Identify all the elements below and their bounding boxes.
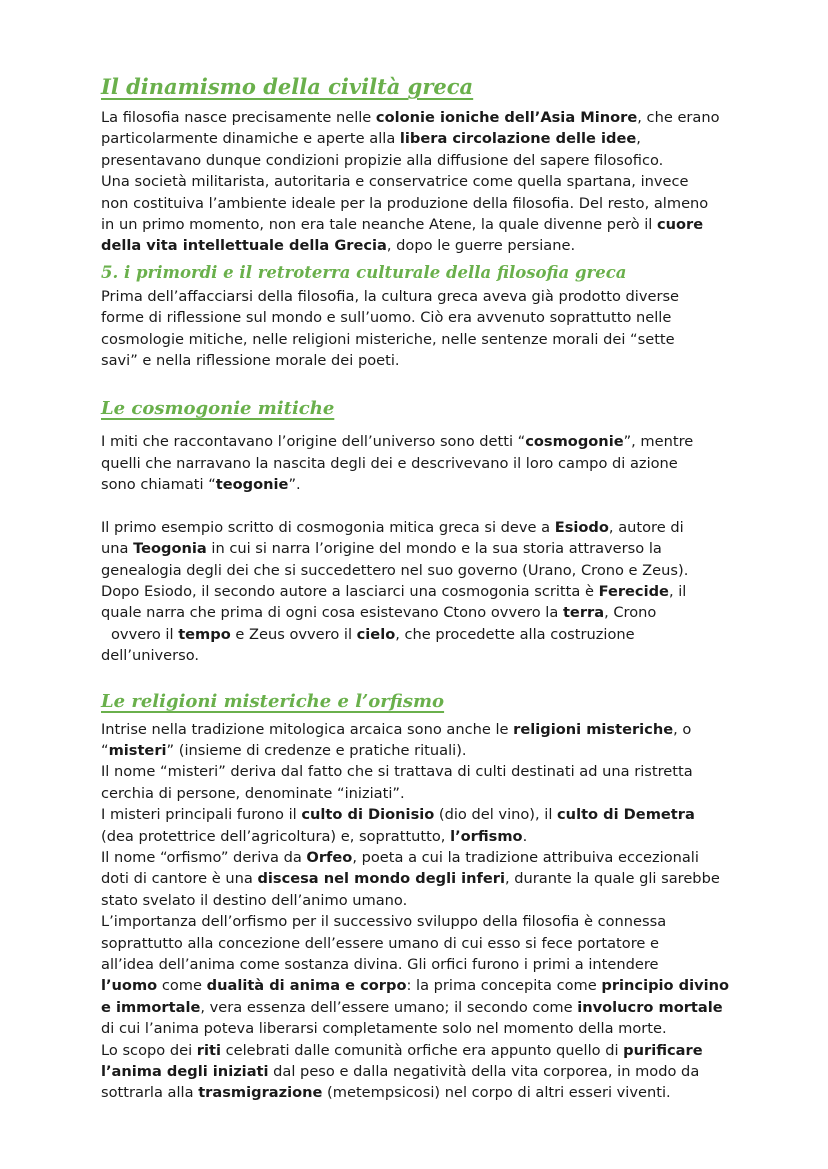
- text-run: stato svelato il destino dell’animo umano.: [101, 891, 408, 909]
- heading-cosmogonie: Le cosmogonie mitiche: [101, 398, 335, 420]
- text-run: Il primo esempio scritto di cosmogonia mitica greca si deve a: [101, 518, 555, 536]
- text-run: , vera essenza dell’essere umano; il secondo come: [200, 998, 578, 1016]
- paragraph-line: [101, 453, 741, 474]
- text-run: cosmologie mitiche, nelle religioni misteriche, nelle sentenze morali dei “sette: [101, 330, 675, 348]
- paragraph-line: [101, 975, 741, 996]
- text-run: doti di cantore è una: [101, 870, 258, 888]
- text-run: , Crono: [604, 604, 657, 622]
- bold-text: trasmigrazione: [198, 1084, 323, 1102]
- bold-text: Esiodo: [554, 518, 609, 536]
- paragraph-line: [101, 740, 741, 761]
- bold-text: terra: [562, 604, 605, 622]
- bold-text: Ferecide: [598, 582, 669, 600]
- text-run: , il: [668, 582, 687, 600]
- bold-text: colonie ioniche dell’Asia Minore: [375, 109, 638, 126]
- paragraph-line: [101, 1040, 741, 1061]
- text-run: , che erano: [637, 109, 720, 126]
- paragraph-line: [101, 868, 741, 889]
- bold-text: l’anima degli iniziati: [101, 1063, 269, 1081]
- text-run: , che procedette alla costruzione: [395, 625, 635, 643]
- text-run: .: [522, 827, 528, 845]
- text-run: di cui l’anima poteva liberarsi completamente solo nel momento della morte.: [101, 1020, 667, 1038]
- paragraph-line: [101, 804, 741, 825]
- text-run: ,: [636, 130, 641, 148]
- text-run: , poeta a cui la tradizione attribuiva eccezionali: [352, 848, 699, 866]
- paragraph-line: [101, 954, 741, 975]
- bold-text: discesa nel mondo degli inferi: [257, 870, 505, 888]
- text-run: all’idea dell’anima come sostanza divina. Gli orfici furono i primi a intendere: [101, 956, 659, 973]
- paragraph-line: [101, 474, 741, 495]
- text-run: e Zeus ovvero il: [230, 625, 357, 643]
- text-run: ”, mentre: [623, 433, 694, 451]
- bold-text: principio divino: [601, 977, 730, 995]
- paragraph-line: [101, 933, 741, 954]
- text-run: , dopo le guerre persiane.: [386, 237, 576, 255]
- bold-text: culto di Demetra: [557, 806, 695, 824]
- heading-religioni-misteriche: Le religioni misteriche e l’orfismo: [101, 690, 445, 712]
- paragraph-line: [101, 719, 741, 740]
- paragraph-spacer: [101, 496, 741, 517]
- text-run: ovvero il: [111, 625, 179, 643]
- text-run: una: [101, 540, 134, 558]
- paragraph-line: [101, 431, 741, 452]
- text-run: Il nome “orfismo” deriva da: [101, 848, 307, 866]
- text-run: soprattutto alla concezione dell’essere umano di cui esso si fece portatore e: [101, 934, 659, 952]
- text-run: forme di riflessione sul mondo e sull’uomo. Ciò era avvenuto soprattutto nelle: [101, 309, 672, 327]
- text-run: quale narra che prima di ogni cosa esistevano Ctono ovvero la: [101, 604, 563, 622]
- paragraph-line: [101, 645, 741, 666]
- text-run: (dea protettrice dell’agricoltura) e, soprattutto,: [101, 827, 451, 845]
- paragraph-line: [101, 783, 741, 804]
- paragraph-line: [101, 286, 741, 307]
- bold-text: teogonie: [215, 476, 289, 494]
- paragraph-line: [101, 761, 741, 782]
- text-run: ”.: [288, 476, 301, 494]
- text-run: sono chiamati “: [101, 476, 216, 494]
- text-run: Intrise nella tradizione mitologica arcaica sono anche le: [101, 720, 514, 738]
- bold-text: tempo: [178, 625, 231, 643]
- bold-text: cosmogonie: [525, 433, 624, 451]
- text-run: non costituiva l’ambiente ideale per la produzione della filosofia. Del resto, almeno: [101, 194, 709, 212]
- paragraph-line: [101, 107, 741, 128]
- text-run: , autore di: [608, 518, 684, 536]
- paragraph-line: [101, 1082, 741, 1103]
- text-run: savi” e nella riflessione morale dei poeti.: [101, 352, 400, 370]
- text-run: I misteri principali furono il: [101, 806, 302, 824]
- text-run: (dio del vino), il: [434, 806, 558, 824]
- text-run: “: [101, 741, 109, 759]
- text-run: dell’universo.: [101, 647, 200, 665]
- bold-text: purificare: [623, 1041, 703, 1059]
- paragraph-line: [101, 171, 741, 192]
- bold-text: della vita intellettuale della Grecia: [101, 237, 387, 255]
- text-run: in cui si narra l’origine del mondo e la sua storia attraverso la: [206, 540, 662, 558]
- heading-primordi: 5. i primordi e il retroterra culturale della filosofia greca: [101, 262, 627, 282]
- paragraph-line: [101, 235, 741, 256]
- text-run: cerchia di persone, denominate “iniziati”.: [101, 784, 405, 802]
- text-run: I miti che raccontavano l’origine dell’universo sono detti “: [101, 433, 526, 451]
- text-run: Una società militarista, autoritaria e conservatrice come quella spartana, invece: [101, 173, 689, 191]
- paragraph-line: [101, 214, 741, 235]
- text-run: celebrati dalle comunità orfiche era appunto quello di: [220, 1041, 624, 1059]
- text-run: , o: [673, 720, 692, 738]
- text-run: quelli che narravano la nascita degli dei e descrivevano il loro campo di azione: [101, 454, 678, 472]
- bold-text: culto di Dionisio: [301, 806, 435, 824]
- paragraph-line: [101, 307, 741, 328]
- text-run: : la prima concepita come: [406, 977, 602, 995]
- text-run: genealogia degli dei che si succedettero nel suo governo (Urano, Crono e Zeus).: [101, 561, 689, 579]
- paragraph-line: [101, 350, 741, 371]
- text-run: ” (insieme di credenze e pratiche rituali).: [166, 741, 467, 759]
- paragraph-line: [101, 847, 741, 868]
- paragraph-line: [101, 581, 741, 602]
- heading-dinamismo: Il dinamismo della civiltà greca: [101, 74, 474, 99]
- paragraph-line: [101, 1061, 741, 1082]
- paragraph-line: [101, 890, 741, 911]
- paragraph-line: [101, 911, 741, 932]
- text-run: particolarmente dinamiche e aperte alla: [101, 130, 400, 148]
- paragraph-line: [101, 150, 741, 171]
- text-run: (metempsicosi) nel corpo di altri esseri viventi.: [322, 1084, 671, 1102]
- bold-text: dualità di anima e corpo: [206, 977, 407, 995]
- bold-text: religioni misteriche: [513, 720, 674, 738]
- bold-text: Teogonia: [133, 540, 207, 558]
- text-run: sottrarla alla: [101, 1084, 199, 1102]
- text-run: Il nome “misteri” deriva dal fatto che si trattava di culti destinati ad una ristretta: [101, 763, 693, 781]
- bold-text: libera circolazione delle idee: [399, 130, 637, 148]
- text-run: Prima dell’affacciarsi della filosofia, la cultura greca aveva già prodotto diverse: [101, 287, 680, 305]
- text-run: in un primo momento, non era tale neanche Atene, la quale divenne però il: [101, 216, 657, 234]
- text-run: come: [157, 977, 207, 995]
- bold-text: l’uomo: [101, 977, 158, 995]
- bold-text: cuore: [656, 216, 704, 234]
- paragraph-line: [101, 602, 741, 623]
- text-run: Dopo Esiodo, il secondo autore a lasciarci una cosmogonia scritta è: [101, 582, 599, 600]
- bold-text: riti: [196, 1041, 221, 1059]
- paragraph-line: [101, 997, 741, 1018]
- bold-text: involucro mortale: [577, 998, 723, 1016]
- paragraph-line: [101, 329, 741, 350]
- paragraph-line: [101, 538, 741, 559]
- bold-text: e immortale: [101, 998, 201, 1016]
- bold-text: cielo: [356, 625, 396, 643]
- document-content: [101, 74, 741, 1104]
- paragraph-line: [101, 560, 741, 581]
- bold-text: Orfeo: [306, 848, 353, 866]
- bold-text: l’orfismo: [450, 827, 523, 845]
- text-run: La filosofia nasce precisamente nelle: [101, 109, 376, 126]
- text-run: , durante la quale gli sarebbe: [505, 870, 720, 888]
- text-run: presentavano dunque condizioni propizie alla diffusione del sapere filosofico.: [101, 151, 664, 169]
- bold-text: misteri: [108, 741, 167, 759]
- paragraph-line: [101, 1018, 741, 1039]
- paragraph-line: [101, 193, 741, 214]
- paragraph-line: [101, 624, 741, 645]
- text-run: L’importanza dell’orfismo per il successivo sviluppo della filosofia è connessa: [101, 913, 667, 931]
- paragraph-line: [101, 517, 741, 538]
- paragraph-line: [101, 826, 741, 847]
- text-run: Lo scopo dei: [101, 1041, 197, 1059]
- text-run: dal peso e dalla negatività della vita corporea, in modo da: [268, 1063, 700, 1081]
- paragraph-line: [101, 128, 741, 149]
